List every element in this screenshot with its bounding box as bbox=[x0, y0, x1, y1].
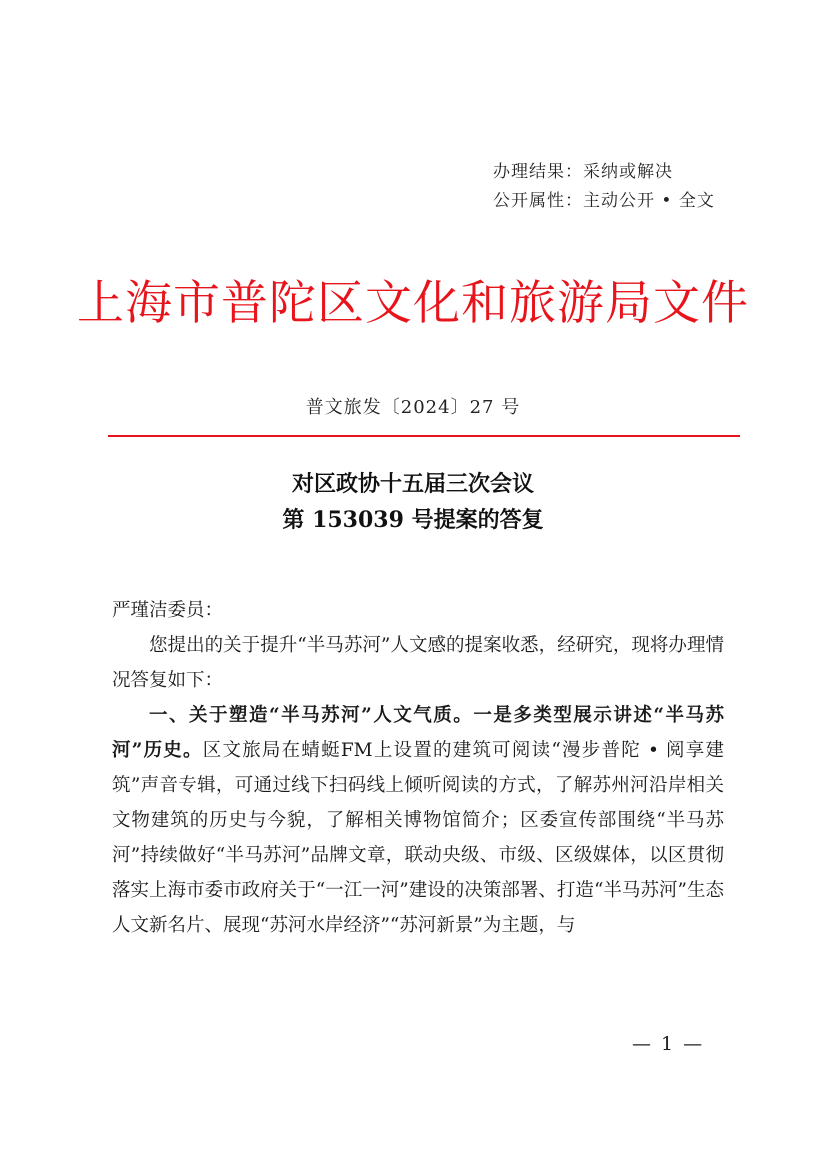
section-1-text: 区文旅局在蜻蜓FM上设置的建筑可阅读“漫步普陀 • 阅享建筑”声音专辑，可通过线下扫码线上倾听阅读的方式，了解苏州河沿岸相关文物建筑的历史与今貌，了解相关博物馆简介；区委宣传部围绕“半马苏河”持续做好“半马苏河”品牌文章，联动央级、市级、区级媒体，以区贯彻落实上海市委市政府关于“一江一河”建设的决策部署、打造“半马苏河”生态人文新名片、展现“苏河水岸经济”“苏河新景”为主题，与 bbox=[112, 740, 724, 936]
subject-line-2: 第 153039 号提案的答复 bbox=[282, 507, 544, 533]
issuer-title: 上海市普陀区文化和旅游局文件 bbox=[77, 276, 749, 331]
section-1-paragraph bbox=[112, 698, 724, 943]
section-1-subheading: 一是多类型展示讲述“半马苏河”历史。 bbox=[112, 705, 724, 761]
handling-result: 办理结果：采纳或解决 bbox=[493, 162, 673, 182]
page-number: — 1 — bbox=[632, 1033, 705, 1055]
salutation: 严瑾洁委员： bbox=[112, 600, 224, 621]
document-meta bbox=[493, 158, 715, 216]
red-divider bbox=[108, 435, 740, 437]
document-body bbox=[112, 593, 724, 943]
document-number: 普文旅发〔2024〕27 号 bbox=[305, 397, 521, 418]
disclosure-attribute: 公开属性：主动公开 • 全文 bbox=[493, 191, 715, 211]
section-1-heading: 一、关于塑造“半马苏河”人文气质。 bbox=[149, 705, 474, 726]
intro-paragraph: 您提出的关于提升“半马苏河”人文感的提案收悉，经研究，现将办理情况答复如下： bbox=[112, 635, 724, 691]
document-subject bbox=[0, 466, 826, 538]
subject-line-1: 对区政协十五届三次会议 bbox=[291, 471, 534, 497]
